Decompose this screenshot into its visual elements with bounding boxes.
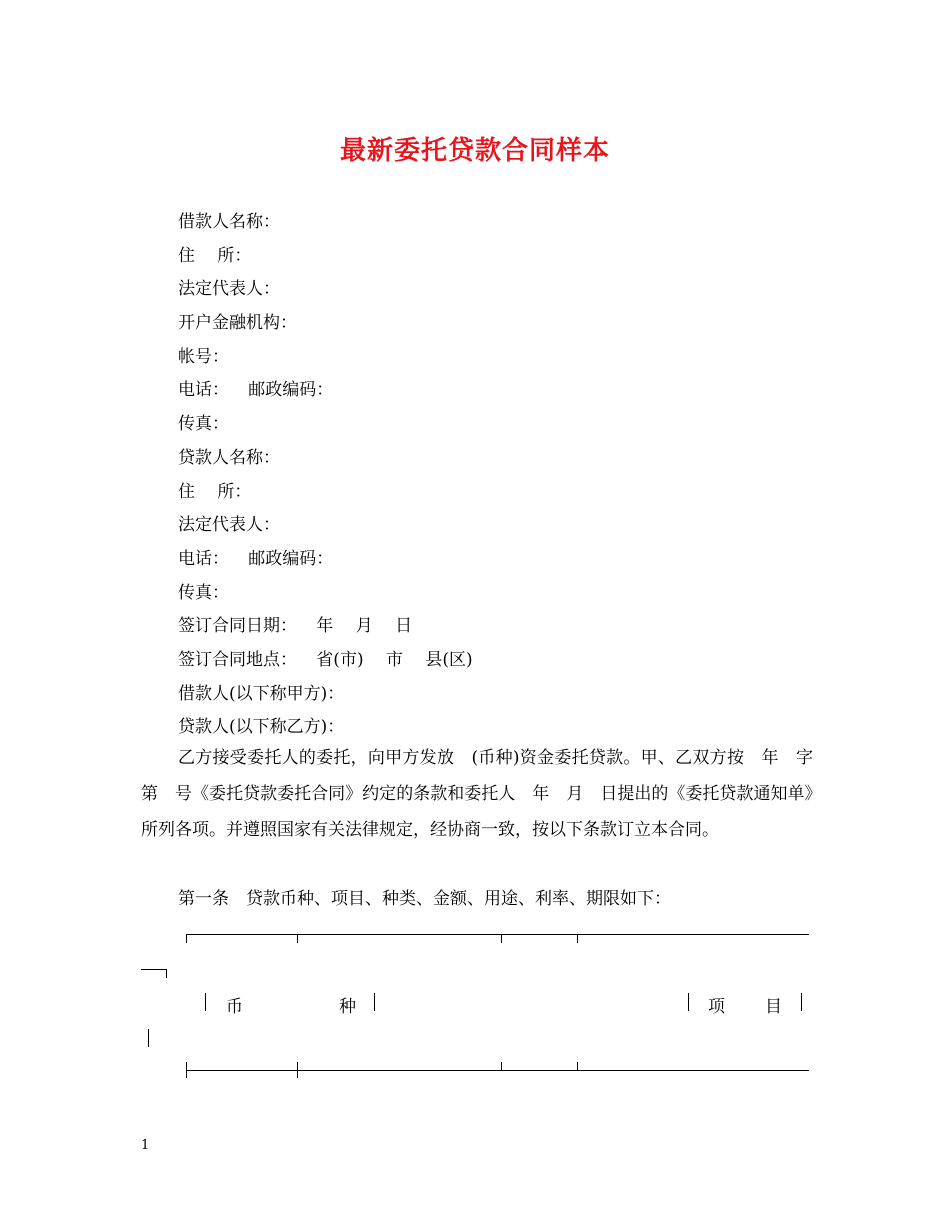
table-header-divider-3: [688, 993, 689, 1011]
table-header-divider-wrap: [148, 1029, 149, 1047]
party-info-list: [178, 206, 818, 745]
field-borrower-legal-rep: 法定代表人：: [178, 279, 280, 300]
table-top-tick-2: [297, 934, 298, 943]
field-lender-legal-rep: 法定代表人：: [178, 515, 280, 536]
document-title: 最新委托贷款合同样本: [339, 136, 610, 166]
field-borrower-fax: 传真：: [178, 414, 229, 435]
page-number: 1: [141, 1138, 150, 1153]
table-top-tick-3: [501, 934, 502, 943]
body-paragraph: 乙方接受委托人的委托，向甲方发放 (币种)资金委托贷款。甲、乙双方按 年 字第 号《委托贷款委托合同》约定的条款和委托人 年 月 日提出的《委托贷款通知单》所列各项。并遵照国家有关法律规定，经协商一致，按以下条款订立本合同。: [141, 748, 813, 840]
table-top-tick-4: [577, 934, 578, 943]
table-mid-tick-2: [297, 1062, 298, 1078]
field-lender-address: 住 所：: [178, 481, 252, 502]
table-mid-tick-4: [577, 1062, 578, 1070]
field-borrower-name: 借款人名称：: [178, 212, 280, 232]
field-party-a: 借款人(以下称甲方)：: [178, 683, 345, 704]
field-borrower-phone-postcode: 电话： 邮政编码：: [178, 380, 334, 401]
table-header-currency-b: 种: [339, 997, 356, 1017]
table-header-item-b: 目: [765, 997, 782, 1017]
table-top-border-wrap: [141, 969, 167, 970]
field-borrower-address: 住 所：: [178, 245, 252, 266]
table-header-item-a: 项: [708, 997, 725, 1017]
table-header-currency-a: 币: [226, 997, 243, 1017]
field-borrower-account: 帐号：: [178, 346, 229, 367]
article-1-heading: 第一条 贷款币种、项目、种类、金额、用途、利率、期限如下：: [178, 889, 671, 909]
table-mid-tick-3: [501, 1062, 502, 1070]
field-borrower-bank: 开户金融机构：: [178, 313, 297, 334]
field-sign-date: 签订合同日期： 年 月 日: [178, 616, 413, 637]
field-lender-phone-postcode: 电话： 邮政编码：: [178, 548, 334, 569]
table-header-divider-2: [374, 993, 375, 1011]
table-header-divider-1: [205, 993, 206, 1011]
table-top-border: [186, 934, 809, 935]
field-sign-place: 签订合同地点： 省(市) 市 县(区): [178, 649, 473, 670]
table-mid-border: [186, 1070, 809, 1071]
table-mid-tick-1: [186, 1062, 187, 1078]
field-lender-fax: 传真：: [178, 582, 229, 603]
table-top-corner-wrap: [166, 969, 167, 978]
table-top-tick-1: [186, 934, 187, 943]
field-lender-name: 贷款人名称：: [178, 447, 280, 468]
field-party-b: 贷款人(以下称乙方)：: [178, 717, 345, 738]
table-header-divider-4: [801, 993, 802, 1011]
